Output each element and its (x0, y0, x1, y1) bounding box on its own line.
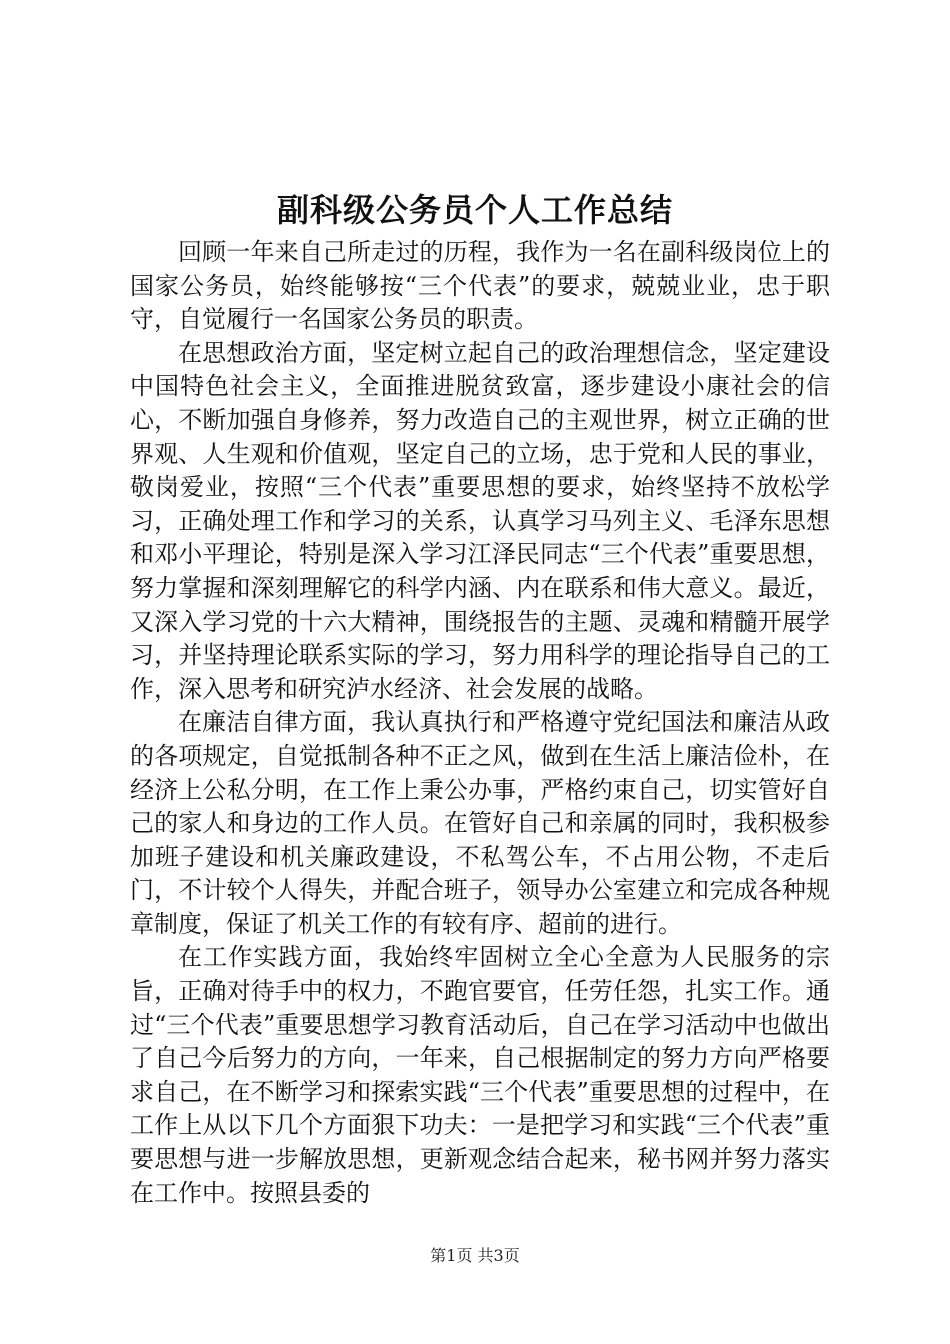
paragraph-work-practice: 在工作实践方面，我始终牢固树立全心全意为人民服务的宗旨，正确对待手中的权力，不跑官要官，任劳任怨，扎实工作。通过“三个代表”重要思想学习教育活动后，自己在学习活动中也做出了自己今后努力的方向，一年来，自己根据制定的努力方向严格要求自己，在不断学习和探索实践“三个代表”重要思想的过程中，在工作上从以下几个方面狠下功夫：一是把学习和实践“三个代表”重要思想与进一步解放思想，更新观念结合起来，秘书网并努力落实在工作中。按照县委的 (130, 943, 830, 1207)
paragraph-intro: 回顾一年来自己所走过的历程，我作为一名在副科级岗位上的国家公务员，始终能够按“三个代表”的要求，兢兢业业，忠于职守，自觉履行一名国家公务员的职责。 (130, 238, 830, 334)
page-number-footer: 第1页 共3页 (430, 1246, 520, 1265)
document-title: 副科级公务员个人工作总结 (276, 191, 673, 229)
paragraph-political: 在思想政治方面，坚定树立起自己的政治理想信念，坚定建设中国特色社会主义，全面推进脱贫致富，逐步建设小康社会的信心，不断加强自身修养，努力改造自己的主观世界，树立正确的世界观、人生观和价值观，坚定自己的立场，忠于党和人民的事业，敬岗爱业，按照“三个代表”重要思想的要求，始终坚持不放松学习，正确处理工作和学习的关系，认真学习马列主义、毛泽东思想和邓小平理论，特别是深入学习江泽民同志“三个代表”重要思想，努力掌握和深刻理解它的科学内涵、内在联系和伟大意义。最近，又深入学习党的十六大精神，围绕报告的主题、灵魂和精髓开展学习，并坚持理论联系实际的学习，努力用科学的理论指导自己的工作，深入思考和研究泸水经济、社会发展的战略。 (130, 338, 830, 703)
document-body (130, 236, 830, 1210)
paragraph-integrity: 在廉洁自律方面，我认真执行和严格遵守党纪国法和廉洁从政的各项规定，自觉抵制各种不正之风，做到在生活上廉洁俭朴，在经济上公私分明，在工作上秉公办事，严格约束自己，切实管好自己的家人和身边的工作人员。在管好自己和亲属的同时，我积极参加班子建设和机关廉政建设，不私驾公车，不占用公物，不走后门，不计较个人得失，并配合班子，领导办公室建立和完成各种规章制度，保证了机关工作的有较有序、超前的进行。 (130, 708, 830, 938)
